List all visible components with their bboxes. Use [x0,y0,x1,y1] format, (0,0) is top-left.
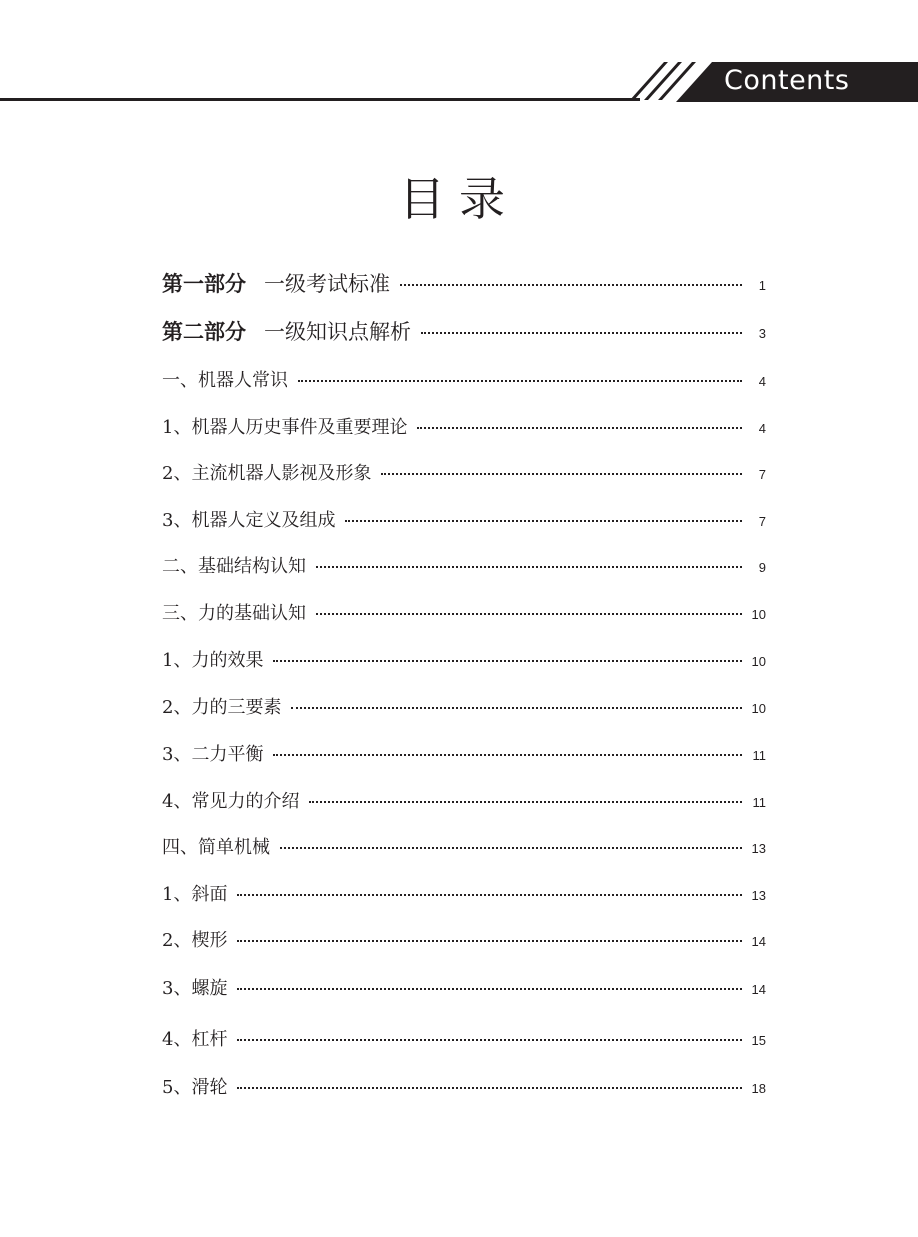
toc-page-number: 11 [752,748,766,763]
toc-entry-title: 4、杠杆 [162,1029,228,1050]
toc-entry-title: 一、机器人常识 [162,370,288,391]
toc-entry[interactable] [162,785,766,815]
dot-leader [273,660,742,662]
toc-page-number: 14 [751,982,766,997]
toc-entry-title: 3、螺旋 [162,978,228,999]
toc-entry-title: 二、基础结构认知 [162,556,306,577]
toc-entry[interactable] [162,1023,766,1053]
toc-entry[interactable] [162,550,766,580]
contents-banner [624,62,918,102]
toc-page-number: 13 [751,841,766,856]
toc-entry[interactable] [162,457,766,487]
dot-leader [273,754,742,756]
page-title: 目录 [399,172,519,226]
toc-entry-title: 2、力的三要素 [162,697,282,718]
dot-leader [381,473,742,475]
dot-leader [421,332,742,334]
dot-leader [298,380,742,382]
toc-entry-title: 3、二力平衡 [162,744,264,765]
toc-entry-title: 3、机器人定义及组成 [162,510,336,531]
toc-page-number: 9 [758,560,766,575]
dot-leader [280,847,742,849]
toc-part-label: 第二部分 [162,319,246,344]
toc-page-number: 11 [752,795,766,810]
toc-page-number: 10 [751,607,766,622]
toc-entry[interactable] [162,1071,766,1101]
dot-leader [309,801,742,803]
toc-page-number: 3 [758,326,766,341]
toc-entry-text: 一级考试标准 [264,272,390,296]
toc-entry-title: 4、常见力的介绍 [162,791,300,812]
toc-entry[interactable] [162,597,766,627]
toc-entry-title: 1、力的效果 [162,650,264,671]
toc-entry[interactable] [162,924,766,954]
toc-entry[interactable] [162,268,766,298]
dot-leader [237,1087,742,1089]
dot-leader [237,988,742,990]
toc-entry[interactable] [162,738,766,768]
dot-leader [237,894,742,896]
toc-part-label: 第一部分 [162,271,246,296]
toc-page-number: 13 [751,888,766,903]
toc-entry[interactable] [162,878,766,908]
toc-entry-title: 2、主流机器人影视及形象 [162,463,372,484]
toc-entry-text: 一级知识点解析 [264,320,411,344]
toc-page-number: 7 [758,514,766,529]
dot-leader [345,520,742,522]
toc-entry[interactable] [162,691,766,721]
toc-page-number: 4 [758,374,766,389]
toc-page-number: 7 [758,467,766,482]
dot-leader [237,1039,742,1041]
toc-entry-title: 1、机器人历史事件及重要理论 [162,417,408,438]
toc-entry-title [162,268,400,298]
dot-leader [291,707,742,709]
toc-page-number: 10 [751,701,766,716]
toc-entry[interactable] [162,972,766,1002]
toc-page-number: 14 [751,934,766,949]
toc-page-number: 4 [758,421,766,436]
toc-entry-title: 四、简单机械 [162,837,270,858]
toc-entry-title: 2、楔形 [162,930,228,951]
dot-leader [417,427,742,429]
toc-entry[interactable] [162,364,766,394]
toc-entry-title: 5、滑轮 [162,1077,228,1098]
dot-leader [400,284,742,286]
toc-entry-title: 三、力的基础认知 [162,603,306,624]
toc-entry[interactable] [162,504,766,534]
toc-page-number: 1 [758,278,766,293]
toc-page-number: 10 [751,654,766,669]
toc-entry[interactable] [162,316,766,346]
dot-leader [237,940,742,942]
toc-entry[interactable] [162,831,766,861]
dot-leader [316,613,742,615]
toc-entry[interactable] [162,644,766,674]
dot-leader [316,566,742,568]
toc-page-number: 18 [751,1081,766,1096]
toc-entry[interactable] [162,411,766,441]
header-rule [0,98,640,101]
toc-entry-title: 1、斜面 [162,884,228,905]
toc-entry-title [162,316,421,346]
contents-label: Contents [724,65,850,96]
toc-page-number: 15 [751,1033,766,1048]
